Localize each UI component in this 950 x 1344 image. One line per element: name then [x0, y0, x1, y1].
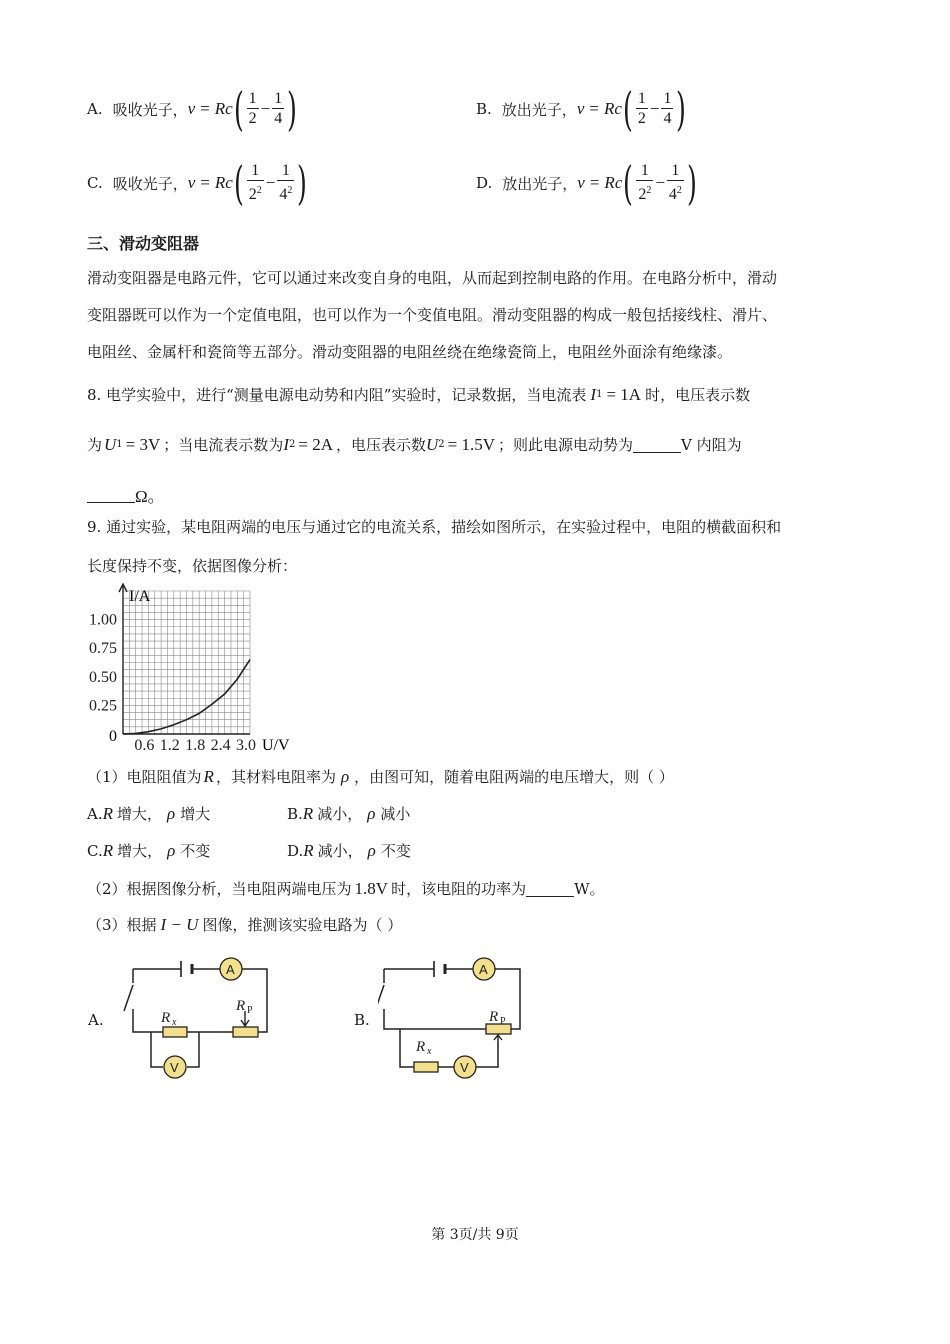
y-tick-label: 0.50 [89, 668, 117, 686]
rydberg-symbol: R [603, 99, 615, 118]
rx-subscript: x [427, 1046, 432, 1057]
y-tick-label: 1.00 [89, 611, 117, 629]
option-a[interactable] [87, 82, 298, 136]
fraction: $\frac{1}{4^2}$ [668, 161, 682, 203]
rheostat-rp [486, 1024, 511, 1034]
rx-label: R [161, 1010, 171, 1026]
fraction: $\frac{1}{4}$ [274, 89, 283, 127]
minus-sign: − [655, 173, 665, 192]
right-paren: ) [686, 156, 697, 210]
x-axis-label: U/V [262, 737, 290, 754]
option-label: C. [87, 174, 103, 192]
y-tick-label: 0.25 [89, 697, 117, 715]
chart-grid [123, 591, 250, 734]
page-footer: 第 3页/共 9页 [431, 1227, 519, 1243]
circuit-b-label[interactable]: B. [354, 1011, 370, 1029]
fraction: $\frac{1}{2^2}$ [248, 161, 262, 203]
equals-sign: = [200, 99, 210, 118]
voltmeter-symbol: V [460, 1060, 469, 1075]
rp-subscript: P [247, 1005, 253, 1016]
light-speed-symbol: c [614, 173, 623, 192]
circuit-a-label[interactable]: A. [88, 1011, 104, 1029]
switch-blade [378, 985, 384, 1011]
left-paren: ( [233, 82, 244, 136]
nu-symbol: ν [187, 173, 196, 192]
left-paren: ( [623, 156, 634, 210]
q9-sub2: （2）根据图像分析，当电阻两端电压为 1.8V 时，该电阻的功率为 W。 [87, 878, 605, 898]
equals-sign: = [200, 173, 210, 192]
circuit-a-diagram[interactable] [115, 955, 295, 1080]
rp-subscript: P [500, 1016, 506, 1027]
resistor-rx [414, 1062, 438, 1072]
voltmeter-symbol: V [170, 1060, 179, 1075]
q9-sub1: （1）电阻阻值为 R ，其材料电阻率为 ρ ，由图可知，随着电阻两端的电压增大，则（ ） [87, 766, 674, 786]
q9-line-1: 9. 通过实验，某电阻两端的电压与通过它的电流关系，描绘如图所示，在实验过程中，电阻的横截面积和 [87, 518, 782, 536]
light-speed-symbol: c [614, 99, 622, 118]
option-d[interactable] [476, 156, 698, 210]
option-text: 放出光子， [502, 174, 578, 193]
right-paren: ) [287, 82, 298, 136]
option-b[interactable] [476, 82, 687, 136]
option-label: B. [476, 100, 492, 118]
option-text: 吸收光子， [112, 174, 188, 193]
option-c[interactable] [87, 156, 308, 210]
section-heading: 三、滑动变阻器 [87, 234, 200, 253]
equals-sign: = [589, 173, 600, 192]
fraction: $\frac{1}{2}$ [637, 89, 646, 127]
rx-subscript: x [172, 1017, 177, 1028]
ammeter-symbol: A [479, 962, 488, 977]
rheostat-rp [233, 1027, 258, 1037]
q8-line-3: Ω。 [87, 482, 165, 507]
fraction: $\frac{1}{4}$ [663, 89, 672, 127]
fraction: $\frac{1}{2}$ [248, 89, 257, 127]
y-axis-label: I/A [129, 588, 151, 605]
left-paren: ( [622, 82, 633, 136]
switch-blade [124, 985, 133, 1011]
slider-arrow-icon [494, 1035, 502, 1041]
q9-option-c[interactable]: C. R 增大， ρ 不变 [87, 840, 211, 860]
fraction: $\frac{1}{4^2}$ [279, 161, 293, 203]
iu-chart [85, 583, 315, 758]
minus-sign: − [265, 173, 276, 192]
section-paragraph-line-1: 滑动变阻器是电路元件，它可以通过来改变自身的电阻，从而起到控制电路的作用。在电路分析中，滑动 [87, 269, 778, 287]
right-paren: ) [676, 82, 687, 136]
left-paren: ( [233, 156, 244, 210]
q8-line-1: 8. 电学实验中，进行“测量电源电动势和内阻”实验时，记录数据，当电流表 I 1 = 1A 时，电压表示数 [87, 384, 751, 404]
minus-sign: − [260, 99, 271, 118]
ammeter-symbol: A [226, 962, 235, 977]
rp-label: R [489, 1009, 499, 1025]
right-paren: ) [297, 156, 308, 210]
answer-blank-power[interactable] [526, 880, 574, 897]
x-tick-label: 3.0 [236, 737, 256, 754]
nu-symbol: ν [577, 173, 585, 192]
answer-blank-emf[interactable] [633, 436, 681, 453]
circuit-wire [384, 1009, 486, 1029]
light-speed-symbol: c [225, 99, 233, 118]
origin-label: 0 [109, 728, 117, 745]
section-paragraph-line-2: 变阻器既可以作为一个定值电阻，也可以作为一个变值电阻。滑动变阻器的构成一般包括接线柱、滑片、 [87, 306, 778, 324]
x-tick-label: 1.8 [185, 737, 206, 754]
light-speed-symbol: c [225, 173, 233, 192]
rydberg-symbol: R [604, 173, 615, 192]
option-text: 吸收光子， [112, 100, 188, 119]
answer-blank-resistance[interactable] [87, 486, 135, 503]
q9-option-b[interactable]: B. R 减小， ρ 减小 [287, 803, 411, 823]
x-tick-label: 1.2 [159, 737, 180, 754]
fraction: $\frac{1}{2^2}$ [638, 161, 652, 203]
nu-symbol: ν [576, 99, 585, 118]
rp-label: R [236, 998, 246, 1014]
option-label: D. [476, 174, 493, 192]
rydberg-symbol: R [214, 99, 226, 118]
circuit-wire [400, 1029, 498, 1067]
option-text: 放出光子， [501, 100, 577, 119]
rx-label: R [416, 1039, 426, 1055]
circuit-b-diagram[interactable] [378, 955, 538, 1085]
equals-sign: = [589, 99, 599, 118]
minus-sign: − [649, 99, 660, 118]
y-tick-label: 0.75 [89, 640, 117, 658]
q9-sub3: （3）根据 I − U 图像，推测该实验电路为（ ） [87, 914, 403, 934]
q9-line-2: 长度保持不变，依据图像分析： [87, 557, 298, 575]
q8-line-2: 为 U 1 = 3V ；当电流表示数为 I 2 = 2A ，电压表示数 U 2 = 1.5V ；则此电源电动势为 V 内阻为 [87, 434, 742, 454]
rydberg-symbol: R [214, 173, 226, 192]
chart-axes [119, 584, 250, 734]
nu-symbol: ν [187, 99, 196, 118]
section-paragraph-line-3: 电阻丝、金属杆和瓷筒等五部分。滑动变阻器的电阻丝绕在绝缘瓷筒上，电阻丝外面涂有绝缘漆。 [87, 343, 733, 361]
x-tick-label: 2.4 [210, 737, 231, 754]
q9-option-a[interactable]: A. R 增大， ρ 增大 [87, 803, 211, 823]
resistor-rx [163, 1027, 187, 1037]
option-label: A. [87, 100, 103, 118]
x-tick-label: 0.6 [134, 737, 155, 754]
q9-option-d[interactable]: D. R 减小， ρ 不变 [287, 840, 411, 860]
